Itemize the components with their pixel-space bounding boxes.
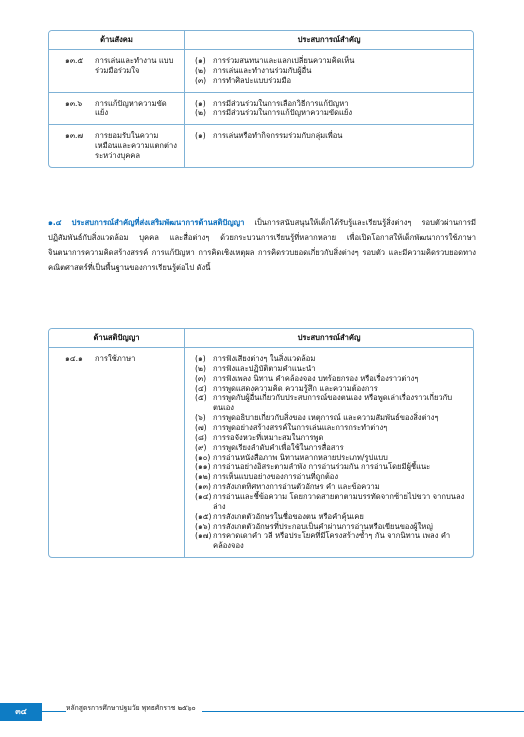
list-item (195, 99, 465, 109)
item-marker: (๑๔) (195, 492, 212, 502)
experience-list (184, 348, 473, 557)
experience-list (184, 93, 473, 125)
experience-list (184, 125, 473, 167)
row-number: ๑๓.๗ (65, 131, 84, 141)
item-text: การสังเกตทิศทางการอ่านตัวอักษร คำ และข้อความ (213, 482, 380, 492)
item-marker: (๑๓) (195, 482, 211, 492)
list-item (195, 354, 465, 364)
item-marker: (๑) (195, 131, 206, 141)
list-item (195, 374, 465, 384)
row-label: การเล่นและทำงาน แบบร่วมมือร่วมใจ (95, 56, 174, 75)
item-marker: (๑๒) (195, 472, 211, 482)
table-row (49, 348, 473, 557)
item-marker: (๙) (195, 442, 207, 452)
item-marker: (๑๐) (195, 452, 211, 462)
item-text: การพูดอธิบายเกี่ยวกับสิ่งของ เหตุการณ์ และความสัมพันธ์ของสิ่งต่างๆ (213, 413, 439, 423)
page-number: ๓๔ (0, 703, 42, 721)
list-item (195, 108, 465, 118)
footer-title: หลักสูตรการศึกษาปฐมวัย พุทธศักราช ๒๕๖๐ (66, 704, 202, 713)
item-text: การเล่นหรือทำกิจกรรมร่วมกับกลุ่มเพื่อน (213, 131, 343, 141)
table-row (49, 50, 473, 93)
list-item (195, 462, 465, 472)
item-text: การอ่านอย่างอิสระตามลำพัง การอ่านร่วมกัน การอ่านโดยมีผู้ชี้แนะ (213, 462, 431, 472)
list-item (195, 512, 465, 522)
item-text: การร่วมสนทนาและแลกเปลี่ยนความคิดเห็น (213, 56, 355, 65)
list-item (195, 472, 465, 482)
item-marker: (๒) (195, 363, 206, 373)
table-header-experience: ประสบการณ์สำคัญ (184, 31, 473, 49)
item-marker: (๑๑) (195, 462, 211, 472)
item-text: การเล่นและทำงานร่วมกับผู้อื่น (213, 65, 312, 75)
item-text: การทำศิลปะแบบร่วมมือ (213, 75, 292, 85)
row-number: ๑๓.๕ (65, 56, 84, 65)
item-text: การอ่านหนังสือภาพ นิทานหลากหลายประเภท/รูปแบบ (213, 452, 388, 462)
table-header-domain: ด้านสังคม (100, 35, 133, 45)
item-marker: (๖) (195, 413, 206, 423)
experience-list (184, 50, 473, 92)
item-text: การพูดกับผู้อื่นเกี่ยวกับประสบการณ์ของตนเอง หรือพูดเล่าเรื่องราวเกี่ยวกับตนเอง (213, 393, 453, 413)
intellectual-intro-paragraph (48, 215, 476, 275)
row-label: การยอมรับในความเหมือนและความแตกต่างระหว่างบุคคล (95, 131, 177, 161)
intellectual-experience-table (48, 328, 474, 558)
list-item (195, 482, 465, 492)
item-text: การฟังเสียงต่างๆ ในสิ่งแวดล้อม (213, 354, 316, 363)
list-item (195, 66, 465, 76)
item-text: การรอจังหวะที่เหมาะสมในการพูด (213, 432, 324, 442)
item-marker: (๔) (195, 383, 207, 393)
list-item (195, 413, 465, 423)
item-marker: (๑๕) (195, 511, 212, 521)
list-item (195, 433, 465, 443)
table-row (49, 93, 473, 126)
item-text: การเห็นแบบอย่างของการอ่านที่ถูกต้อง (213, 472, 339, 482)
list-item (195, 131, 465, 141)
row-label: การแก้ปัญหาความขัดแย้ง (95, 98, 167, 118)
table-header-experience: ประสบการณ์สำคัญ (184, 329, 473, 347)
social-experience-table (48, 30, 474, 168)
item-text: การพูดแสดงความคิด ความรู้สึก และความต้องการ (213, 383, 378, 393)
row-number: ๑๔.๑ (65, 354, 83, 363)
item-marker: (๑๖) (195, 521, 211, 531)
list-item (195, 443, 465, 453)
table-header (49, 329, 473, 348)
list-item (195, 393, 465, 413)
list-item (195, 364, 465, 374)
item-marker: (๑๗) (195, 531, 212, 541)
list-item (195, 76, 465, 86)
item-marker: (๕) (195, 393, 207, 403)
item-marker: (๘) (195, 432, 207, 442)
item-marker: (๑) (195, 98, 206, 108)
list-item (195, 531, 465, 551)
item-text: การพูดอย่างสร้างสรรค์ในการเล่นและการกระทำต่างๆ (213, 423, 388, 433)
item-marker: (๑) (195, 56, 206, 65)
item-marker: (๒) (195, 108, 206, 118)
item-text: การมีส่วนร่วมในการเลือกวิธีการแก้ปัญหา (213, 98, 349, 108)
item-text: การอ่านและชี้ข้อความ โดยกวาดสายตาตามบรรทัดจากซ้ายไปขวา จากบนลงล่าง (213, 492, 465, 511)
row-label: การใช้ภาษา (95, 354, 136, 363)
list-item (195, 492, 465, 512)
list-item (195, 56, 465, 66)
item-marker: (๒) (195, 65, 206, 75)
item-text: การพูดเรียงลำดับคำเพื่อใช้ในการสื่อสาร (213, 442, 344, 452)
paragraph-text: เป็นการสนับสนุนให้เด็กได้รับรู้และเรียนรู้สิ่งต่างๆ รอบตัวผ่านการมีปฏิสัมพันธ์กับสิ่งแวดล้อม บุคคล และสื่อต่างๆ ด้วยกระบวนการเรียนรู้ที่หลากหลาย เพื่อเปิดโอกาสให้เด็กพัฒนาการใช้ภาษา จินตนาการความคิดสร้างสรรค์ การแก้ปัญหา การคิดเชิงเหตุผล การคิดรวบยอดเกี่ยวกับสิ่งต่างๆ รอบตัว และมีความคิดรวบยอดทางคณิตศาสตร์ที่เป็นพื้นฐานของการเรียนรู้ต่อไป ดังนี้ (48, 218, 476, 272)
item-text: การฟังเพลง นิทาน คำคล้องจอง บทร้อยกรอง หรือเรื่องราวต่างๆ (213, 373, 419, 383)
item-text: การสังเกตตัวอักษรในชื่อของตน หรือคำคุ้นเคย (213, 511, 364, 521)
table-header-domain: ด้านสติปัญญา (93, 333, 140, 343)
table-row (49, 125, 473, 167)
row-number: ๑๓.๖ (65, 98, 83, 108)
list-item (195, 384, 465, 394)
table-header (49, 31, 473, 50)
item-text: การมีส่วนร่วมในการแก้ปัญหาความขัดแย้ง (213, 108, 353, 118)
item-text: การสังเกตตัวอักษรที่ประกอบเป็นคำผ่านการอ่านหรือเขียนของผู้ใหญ่ (213, 521, 433, 531)
item-text: การฟังและปฏิบัติตามคำแนะนำ (213, 363, 316, 373)
item-marker: (๑) (195, 354, 206, 363)
list-item (195, 522, 465, 532)
item-text: การคาดเดาคำ วลี หรือประโยคที่มีโครงสร้างซ้ำๆ กัน จากนิทาน เพลง คำคล้องจอง (213, 531, 451, 551)
list-item (195, 423, 465, 433)
list-item (195, 453, 465, 463)
item-marker: (๓) (195, 373, 207, 383)
item-marker: (๓) (195, 75, 207, 85)
section-heading: ๑.๔ ประสบการณ์สำคัญที่ส่งเสริมพัฒนาการด้านสติปัญญา (48, 218, 245, 227)
item-marker: (๗) (195, 423, 207, 433)
